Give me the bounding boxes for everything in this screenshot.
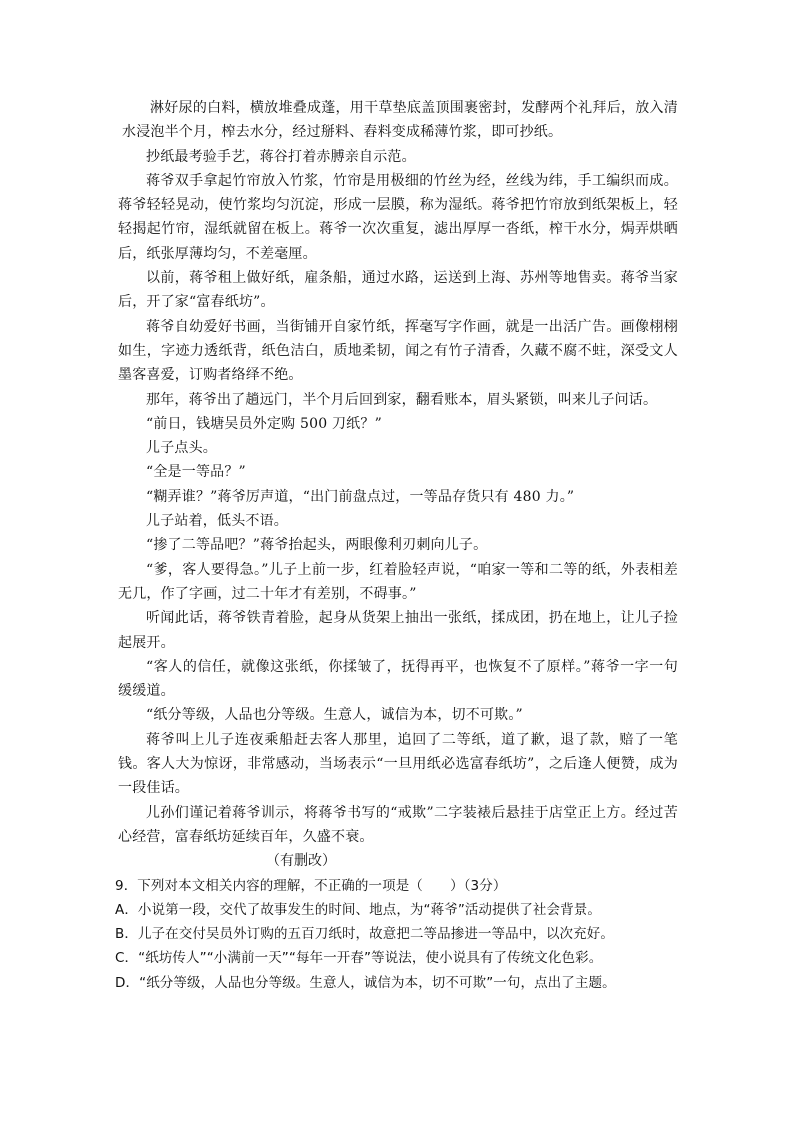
option-d: D．“纸分等级，人品也分等级。生意人，诚信为本，切不可欺”一句，点出了主题。 xyxy=(115,974,616,991)
option-a: A．小说第一段，交代了故事发生的时间、地点，为“蒋爷”活动提供了社会背景。 xyxy=(115,901,601,918)
paragraph: 蒋爷自幼爱好书画，当街铺开自家竹纸，挥毫写字作画，就是一出活广告。画像栩栩如生，字迹力透纸背，纸色洁白，质地柔韧，闻之有竹子清香，久藏不腐不蛀，深受文人墨客喜爱，订购者络绎不绝。 xyxy=(118,318,678,384)
paragraph: 抄纸最考验手艺，蒋谷打着赤膊亲自示范。 xyxy=(146,148,416,165)
dialogue-line: “糊弄谁？”蒋爷厉声道，“出门前盘点过，一等品存货只有 480 力。” xyxy=(146,488,575,505)
document-page xyxy=(115,96,678,995)
source-note: （有删改） xyxy=(266,853,336,870)
dialogue-line: “客人的信任，就像这张纸，你揉皱了，抚得再平，也恢复不了原样。”蒋爷一字一句缓缓道。 xyxy=(118,658,678,700)
paragraph: 儿子点头。 xyxy=(146,440,217,457)
dialogue-line: “掺了二等品吧？”蒋爷抬起头，两眼像利刃刺向儿子。 xyxy=(146,537,488,554)
option-b: B．儿子在交付吴员外订购的五百刀纸时，故意把二等品掺进一等品中，以次充好。 xyxy=(115,926,614,943)
paragraph: 淋好尿的白料，横放堆叠成蓬，用干草垫底盖顶围裹密封，发酵两个礼拜后，放入清水浸泡半个月，榨去水分，经过掰料、舂料变成稀薄竹浆，即可抄纸。 xyxy=(122,100,678,141)
dialogue-line: “纸分等级，人品也分等级。生意人，诚信为本，切不可欺。” xyxy=(146,707,523,724)
paragraph: 听闻此话，蒋爷铁青着脸，起身从货架上抽出一张纸，揉成团，扔在地上，让儿子捡起展开。 xyxy=(118,610,678,651)
option-c: C．“纸坊传人”“小满前一天”“每年一开春”等说法，使小说具有了传统文化色彩。 xyxy=(115,950,603,967)
dialogue-line: “爹，客人要得急。”儿子上前一步，红着脸轻声说，“咱家一等和二等的纸，外表相差无几，作了字画，过二十年才有差别，不碍事。” xyxy=(118,561,678,602)
paragraph: 那年，蒋爷出了趟远门，半个月后回到家，翻看账本，眉头紧锁，叫来儿子问话。 xyxy=(146,391,658,408)
paragraph: 以前，蒋爷租上做好纸，雇条船，通过水路，运送到上海、苏州等地售卖。蒋爷当家后，开了家“富春纸坊”。 xyxy=(118,270,678,311)
article-body xyxy=(118,96,678,874)
dialogue-line: “全是一等品？” xyxy=(146,464,246,481)
paragraph: 蒋爷双手拿起竹帘放入竹浆，竹帘是用极细的竹丝为经，丝线为纬，手工编织而成。蒋爷轻轻晃动，使竹浆均匀沉淀，形成一层膜，称为湿纸。蒋爷把竹帘放到纸架板上，轻轻揭起竹帘，湿纸就留在板上。蒋爷一次次重复，滤出厚厚一沓纸，榨干水分，焗弄烘晒后，纸张厚薄均匀，不差毫厘。 xyxy=(118,172,678,262)
question-stem: 9．下列对本文相关内容的理解，不正确的一项是（ ）（3分） xyxy=(115,877,507,894)
question-block xyxy=(115,874,678,995)
paragraph: 蒋爷叫上儿子连夜乘船赶去客人那里，追回了二等纸，道了歉，退了款，赔了一笔钱。客人大为惊讶，非常感动，当场表示“一旦用纸必选富春纸坊”，之后逢人便赞，成为一段佳话。 xyxy=(118,731,678,797)
dialogue-line: “前日，钱塘吴员外定购 500 刀纸？” xyxy=(146,415,382,432)
paragraph: 儿孙们谨记着蒋爷训示，将蒋爷书写的“戒欺”二字装裱后悬挂于店堂正上方。经过苦心经营，富春纸坊延续百年，久盛不衰。 xyxy=(118,804,678,845)
paragraph: 儿子站着，低头不语。 xyxy=(146,513,288,530)
